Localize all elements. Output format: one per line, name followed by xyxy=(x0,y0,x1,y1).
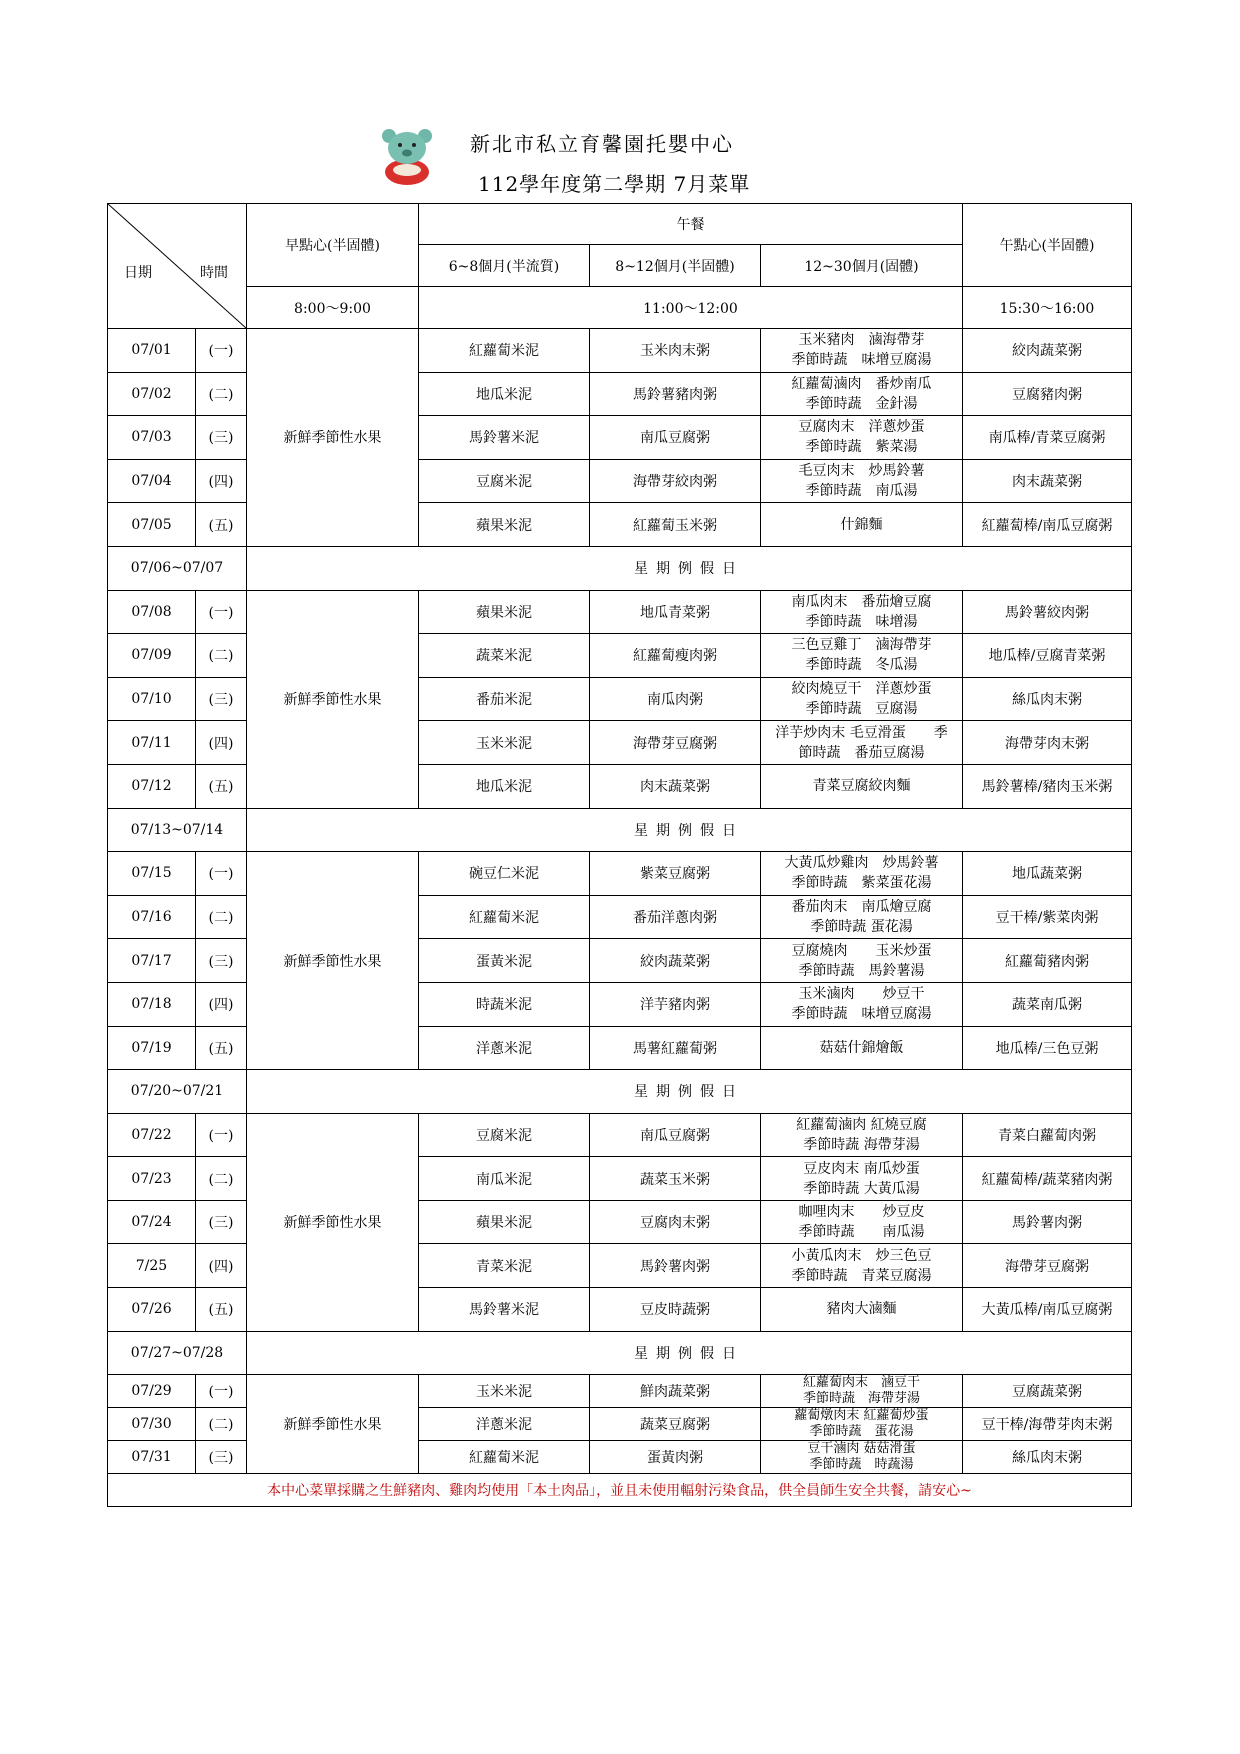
weekday-cell: (三) xyxy=(196,939,247,983)
porridge-cell: 蔬菜玉米粥 xyxy=(590,1157,761,1201)
solid-meal-cell xyxy=(761,939,963,983)
weekday-cell: (三) xyxy=(196,1441,247,1474)
lunch-header: 午餐 xyxy=(419,204,963,245)
date-cell: 07/30 xyxy=(108,1408,196,1441)
porridge-cell: 豆腐肉末粥 xyxy=(590,1200,761,1244)
holiday-row xyxy=(108,1070,1132,1114)
bear-logo-icon xyxy=(378,126,436,188)
puree-cell: 地瓜米泥 xyxy=(419,764,590,808)
date-cell: 07/15 xyxy=(108,852,196,896)
solid-meal-line-1: 小黃瓜肉末 炒三色豆 xyxy=(791,1247,932,1264)
porridge-cell: 海帶芽豆腐粥 xyxy=(590,721,761,765)
solid-meal-line-2: 季節時蔬 南瓜湯 xyxy=(798,1224,925,1241)
afternoon-snack-cell: 海帶芽肉末粥 xyxy=(963,721,1132,765)
solid-meal-line-2: 季節時蔬 青菜豆腐湯 xyxy=(791,1267,932,1284)
puree-cell: 番茄米泥 xyxy=(419,677,590,721)
solid-meal-line-2: 季節時蔬 金針湯 xyxy=(805,395,918,412)
date-cell: 07/05 xyxy=(108,503,196,547)
date-cell: 07/09 xyxy=(108,634,196,678)
porridge-cell: 馬鈴薯肉粥 xyxy=(590,1244,761,1288)
puree-cell: 玉米米泥 xyxy=(419,721,590,765)
solid-meal-line-2: 季節時蔬 時蔬湯 xyxy=(809,1457,914,1473)
afternoon-snack-cell: 海帶芽豆腐粥 xyxy=(963,1244,1132,1288)
porridge-cell: 玉米肉末粥 xyxy=(590,329,761,373)
solid-meal-line-1: 咖哩肉末 炒豆皮 xyxy=(798,1204,925,1221)
solid-meal-line-2: 季節時蔬 海帶芽湯 xyxy=(803,1136,920,1153)
solid-meal-line-1: 蘿蔔燉肉末 紅蘿蔔炒蛋 xyxy=(794,1408,929,1424)
solid-meal-cell xyxy=(761,590,963,634)
puree-cell: 紅蘿蔔米泥 xyxy=(419,895,590,939)
solid-meal-cell xyxy=(761,895,963,939)
afternoon-snack-cell: 絞肉蔬菜粥 xyxy=(963,329,1132,373)
porridge-cell: 南瓜豆腐粥 xyxy=(590,416,761,460)
solid-meal-line-1: 豆干滷肉 菇菇滑蛋 xyxy=(807,1441,916,1457)
weekday-cell: (二) xyxy=(196,1157,247,1201)
date-cell: 07/02 xyxy=(108,372,196,416)
date-cell: 07/19 xyxy=(108,1026,196,1070)
weekday-cell: (三) xyxy=(196,677,247,721)
date-cell: 07/29 xyxy=(108,1375,196,1408)
solid-meal-line-1: 紅蘿蔔滷肉 番炒南瓜 xyxy=(791,375,932,392)
afternoon-snack-cell: 蔬菜南瓜粥 xyxy=(963,982,1132,1026)
solid-meal-cell xyxy=(761,372,963,416)
solid-meal-line-2: 季節時蔬 味增豆腐湯 xyxy=(791,1006,932,1023)
lunch-time: 11:00～12:00 xyxy=(419,287,963,329)
page-title: 新北市私立育馨園托嬰中心 xyxy=(470,132,734,156)
puree-cell: 南瓜米泥 xyxy=(419,1157,590,1201)
afternoon-snack-cell: 馬鈴薯絞肉粥 xyxy=(963,590,1132,634)
puree-cell: 洋蔥米泥 xyxy=(419,1408,590,1441)
solid-meal-line-1: 玉米滷肉 炒豆干 xyxy=(798,986,925,1003)
solid-meal-line-1: 大黃瓜炒雞肉 炒馬鈴薯 xyxy=(784,855,939,872)
solid-meal-cell xyxy=(761,1200,963,1244)
date-cell: 07/24 xyxy=(108,1200,196,1244)
weekday-cell: (一) xyxy=(196,329,247,373)
solid-meal-line-2: 節時蔬 番茄豆腐湯 xyxy=(798,744,925,761)
solid-meal-cell xyxy=(761,1288,963,1332)
afternoon-snack-cell: 南瓜棒/青菜豆腐粥 xyxy=(963,416,1132,460)
porridge-cell: 南瓜肉粥 xyxy=(590,677,761,721)
porridge-cell: 肉末蔬菜粥 xyxy=(590,764,761,808)
porridge-cell: 海帶芽絞肉粥 xyxy=(590,459,761,503)
weekday-cell: (五) xyxy=(196,1288,247,1332)
porridge-cell: 洋芋豬肉粥 xyxy=(590,982,761,1026)
solid-meal-cell xyxy=(761,1113,963,1157)
porridge-cell: 豆皮時蔬粥 xyxy=(590,1288,761,1332)
solid-meal-cell xyxy=(761,634,963,678)
puree-cell: 蛋黃米泥 xyxy=(419,939,590,983)
solid-meal-line-1: 豆皮肉末 南瓜炒蛋 xyxy=(803,1160,920,1177)
solid-meal-line-1: 豬肉大滷麵 xyxy=(826,1301,897,1318)
solid-meal-line-1: 菇菇什錦燴飯 xyxy=(819,1039,904,1056)
solid-meal-line-2: 季節時蔬 味增豆腐湯 xyxy=(791,352,932,369)
holiday-date-range: 07/13~07/14 xyxy=(108,808,247,852)
solid-meal-cell xyxy=(761,503,963,547)
fruit-cell: 新鮮季節性水果 xyxy=(247,852,419,1070)
age-8-12-header: 8~12個月(半固體) xyxy=(590,245,761,287)
fruit-cell: 新鮮季節性水果 xyxy=(247,329,419,547)
solid-meal-cell xyxy=(761,764,963,808)
afternoon-snack-cell: 絲瓜肉末粥 xyxy=(963,1441,1132,1474)
solid-meal-line-1: 洋芋炒肉末 毛豆滑蛋 季 xyxy=(775,724,948,741)
holiday-label: 星期例假日 xyxy=(247,1070,1132,1114)
afternoon-snack-cell: 豆腐豬肉粥 xyxy=(963,372,1132,416)
solid-meal-line-2: 季節時蔬 馬鈴薯湯 xyxy=(798,962,925,979)
solid-meal-line-1: 玉米豬肉 滷海帶芽 xyxy=(798,332,925,349)
puree-cell: 蘋果米泥 xyxy=(419,1200,590,1244)
puree-cell: 紅蘿蔔米泥 xyxy=(419,1441,590,1474)
solid-meal-line-1: 什錦麵 xyxy=(840,516,883,533)
puree-cell: 碗豆仁米泥 xyxy=(419,852,590,896)
holiday-row xyxy=(108,808,1132,852)
footnote: 本中心菜單採購之生鮮豬肉、雞肉均使用「本土肉品」，並且未使用輻射污染食品，供全員師生安全共餐，請安心~ xyxy=(108,1474,1132,1507)
holiday-label: 星期例假日 xyxy=(247,1331,1132,1375)
solid-meal-cell xyxy=(761,982,963,1026)
afternoon-snack-cell: 豆腐蔬菜粥 xyxy=(963,1375,1132,1408)
weekday-cell: (三) xyxy=(196,416,247,460)
solid-meal-line-1: 三色豆雞丁 滷海帶芽 xyxy=(791,637,932,654)
menu-row xyxy=(108,852,1132,896)
porridge-cell: 馬鈴薯豬肉粥 xyxy=(590,372,761,416)
date-cell: 07/26 xyxy=(108,1288,196,1332)
date-label: 日期 xyxy=(124,265,152,281)
page-subtitle: 112學年度第二學期 7月菜單 xyxy=(478,172,751,196)
solid-meal-cell xyxy=(761,721,963,765)
date-cell: 07/22 xyxy=(108,1113,196,1157)
date-cell: 07/01 xyxy=(108,329,196,373)
weekday-cell: (四) xyxy=(196,982,247,1026)
weekday-cell: (三) xyxy=(196,1200,247,1244)
puree-cell: 地瓜米泥 xyxy=(419,372,590,416)
page-header xyxy=(0,120,1240,200)
puree-cell: 青菜米泥 xyxy=(419,1244,590,1288)
solid-meal-line-2: 季節時蔬 蛋花湯 xyxy=(809,1424,914,1440)
puree-cell: 馬鈴薯米泥 xyxy=(419,1288,590,1332)
date-cell: 07/23 xyxy=(108,1157,196,1201)
puree-cell: 豆腐米泥 xyxy=(419,459,590,503)
footnote-row xyxy=(108,1474,1132,1507)
porridge-cell: 紅蘿蔔瘦肉粥 xyxy=(590,634,761,678)
breakfast-header: 早點心(半固體) xyxy=(247,204,419,287)
holiday-row xyxy=(108,546,1132,590)
afternoon-snack-cell: 絲瓜肉末粥 xyxy=(963,677,1132,721)
solid-meal-line-2: 季節時蔬 海帶芽湯 xyxy=(802,1391,920,1407)
afternoon-snack-cell: 青菜白蘿蔔肉粥 xyxy=(963,1113,1132,1157)
puree-cell: 時蔬米泥 xyxy=(419,982,590,1026)
holiday-date-range: 07/27~07/28 xyxy=(108,1331,247,1375)
weekday-cell: (五) xyxy=(196,503,247,547)
menu-row xyxy=(108,1375,1132,1408)
holiday-label: 星期例假日 xyxy=(247,808,1132,852)
afternoon-header: 午點心(半固體) xyxy=(963,204,1132,287)
date-cell: 07/11 xyxy=(108,721,196,765)
weekday-cell: (一) xyxy=(196,1375,247,1408)
solid-meal-line-1: 紅蘿蔔肉末 滷豆干 xyxy=(802,1375,920,1391)
solid-meal-cell xyxy=(761,459,963,503)
date-cell: 07/12 xyxy=(108,764,196,808)
solid-meal-cell xyxy=(761,1408,963,1441)
menu-table xyxy=(107,203,1132,1507)
porridge-cell: 蛋黃肉粥 xyxy=(590,1441,761,1474)
afternoon-snack-cell: 豆干棒/紫菜肉粥 xyxy=(963,895,1132,939)
weekday-cell: (五) xyxy=(196,1026,247,1070)
porridge-cell: 蔬菜豆腐粥 xyxy=(590,1408,761,1441)
solid-meal-line-1: 紅蘿蔔滷肉 紅燒豆腐 xyxy=(796,1116,927,1133)
afternoon-time: 15:30～16:00 xyxy=(963,287,1132,329)
menu-row xyxy=(108,329,1132,373)
puree-cell: 玉米米泥 xyxy=(419,1375,590,1408)
weekday-cell: (二) xyxy=(196,895,247,939)
date-cell: 07/08 xyxy=(108,590,196,634)
puree-cell: 馬鈴薯米泥 xyxy=(419,416,590,460)
solid-meal-cell xyxy=(761,416,963,460)
puree-cell: 紅蘿蔔米泥 xyxy=(419,329,590,373)
breakfast-time: 8:00～9:00 xyxy=(247,287,419,329)
weekday-cell: (一) xyxy=(196,852,247,896)
weekday-cell: (二) xyxy=(196,372,247,416)
fruit-cell: 新鮮季節性水果 xyxy=(247,1375,419,1474)
porridge-cell: 番茄洋蔥肉粥 xyxy=(590,895,761,939)
solid-meal-cell xyxy=(761,1375,963,1408)
age-12-30-header: 12~30個月(固體) xyxy=(761,245,963,287)
date-cell: 07/17 xyxy=(108,939,196,983)
weekday-cell: (一) xyxy=(196,1113,247,1157)
menu-row xyxy=(108,1113,1132,1157)
holiday-date-range: 07/20~07/21 xyxy=(108,1070,247,1114)
solid-meal-line-2: 季節時蔬 冬瓜湯 xyxy=(805,657,918,674)
solid-meal-line-2: 季節時蔬 味增湯 xyxy=(805,613,918,630)
solid-meal-line-1: 青菜豆腐絞肉麵 xyxy=(812,778,911,795)
fruit-cell: 新鮮季節性水果 xyxy=(247,590,419,808)
solid-meal-line-1: 豆腐肉末 洋蔥炒蛋 xyxy=(798,419,925,436)
afternoon-snack-cell: 大黃瓜棒/南瓜豆腐粥 xyxy=(963,1288,1132,1332)
puree-cell: 蘋果米泥 xyxy=(419,590,590,634)
holiday-row xyxy=(108,1331,1132,1375)
holiday-label: 星期例假日 xyxy=(247,546,1132,590)
solid-meal-cell xyxy=(761,1026,963,1070)
age-6-8-header: 6~8個月(半流質) xyxy=(419,245,590,287)
weekday-cell: (四) xyxy=(196,721,247,765)
date-cell: 07/04 xyxy=(108,459,196,503)
header-date-time-cell xyxy=(108,204,247,329)
solid-meal-line-1: 毛豆肉末 炒馬鈴薯 xyxy=(798,463,925,480)
solid-meal-cell xyxy=(761,1441,963,1474)
time-label: 時間 xyxy=(200,265,228,281)
solid-meal-line-2: 季節時蔬 蛋花湯 xyxy=(810,919,913,936)
solid-meal-line-1: 豆腐燒肉 玉米炒蛋 xyxy=(791,942,932,959)
date-cell: 07/16 xyxy=(108,895,196,939)
afternoon-snack-cell: 紅蘿蔔棒/蔬菜豬肉粥 xyxy=(963,1157,1132,1201)
solid-meal-line-2: 季節時蔬 紫菜蛋花湯 xyxy=(791,875,932,892)
solid-meal-line-2: 季節時蔬 南瓜湯 xyxy=(805,483,918,500)
porridge-cell: 南瓜豆腐粥 xyxy=(590,1113,761,1157)
date-cell: 07/03 xyxy=(108,416,196,460)
porridge-cell: 紫菜豆腐粥 xyxy=(590,852,761,896)
porridge-cell: 紅蘿蔔玉米粥 xyxy=(590,503,761,547)
weekday-cell: (二) xyxy=(196,1408,247,1441)
solid-meal-line-1: 南瓜肉末 番茄燴豆腐 xyxy=(791,593,932,610)
porridge-cell: 地瓜青菜粥 xyxy=(590,590,761,634)
afternoon-snack-cell: 肉末蔬菜粥 xyxy=(963,459,1132,503)
weekday-cell: (四) xyxy=(196,459,247,503)
solid-meal-cell xyxy=(761,852,963,896)
weekday-cell: (一) xyxy=(196,590,247,634)
afternoon-snack-cell: 地瓜棒/豆腐青菜粥 xyxy=(963,634,1132,678)
menu-row xyxy=(108,590,1132,634)
afternoon-snack-cell: 地瓜棒/三色豆粥 xyxy=(963,1026,1132,1070)
solid-meal-line-2: 季節時蔬 大黃瓜湯 xyxy=(803,1180,920,1197)
porridge-cell: 馬薯紅蘿蔔粥 xyxy=(590,1026,761,1070)
porridge-cell: 鮮肉蔬菜粥 xyxy=(590,1375,761,1408)
solid-meal-cell xyxy=(761,329,963,373)
date-cell: 7/25 xyxy=(108,1244,196,1288)
weekday-cell: (二) xyxy=(196,634,247,678)
date-cell: 07/10 xyxy=(108,677,196,721)
solid-meal-line-2: 季節時蔬 紫菜湯 xyxy=(805,439,918,456)
solid-meal-line-2: 季節時蔬 豆腐湯 xyxy=(805,701,918,718)
date-cell: 07/31 xyxy=(108,1441,196,1474)
weekday-cell: (四) xyxy=(196,1244,247,1288)
holiday-date-range: 07/06~07/07 xyxy=(108,546,247,590)
afternoon-snack-cell: 豆干棒/海帶芽肉末粥 xyxy=(963,1408,1132,1441)
porridge-cell: 絞肉蔬菜粥 xyxy=(590,939,761,983)
afternoon-snack-cell: 紅蘿蔔豬肉粥 xyxy=(963,939,1132,983)
puree-cell: 洋蔥米泥 xyxy=(419,1026,590,1070)
puree-cell: 蘋果米泥 xyxy=(419,503,590,547)
afternoon-snack-cell: 馬鈴薯肉粥 xyxy=(963,1200,1132,1244)
solid-meal-line-1: 絞肉燒豆干 洋蔥炒蛋 xyxy=(791,681,932,698)
solid-meal-cell xyxy=(761,1157,963,1201)
afternoon-snack-cell: 馬鈴薯棒/豬肉玉米粥 xyxy=(963,764,1132,808)
weekday-cell: (五) xyxy=(196,764,247,808)
afternoon-snack-cell: 紅蘿蔔棒/南瓜豆腐粥 xyxy=(963,503,1132,547)
solid-meal-line-1: 番茄肉末 南瓜燴豆腐 xyxy=(791,899,932,916)
puree-cell: 豆腐米泥 xyxy=(419,1113,590,1157)
date-cell: 07/18 xyxy=(108,982,196,1026)
solid-meal-cell xyxy=(761,1244,963,1288)
fruit-cell: 新鮮季節性水果 xyxy=(247,1113,419,1331)
solid-meal-cell xyxy=(761,677,963,721)
puree-cell: 蔬菜米泥 xyxy=(419,634,590,678)
afternoon-snack-cell: 地瓜蔬菜粥 xyxy=(963,852,1132,896)
